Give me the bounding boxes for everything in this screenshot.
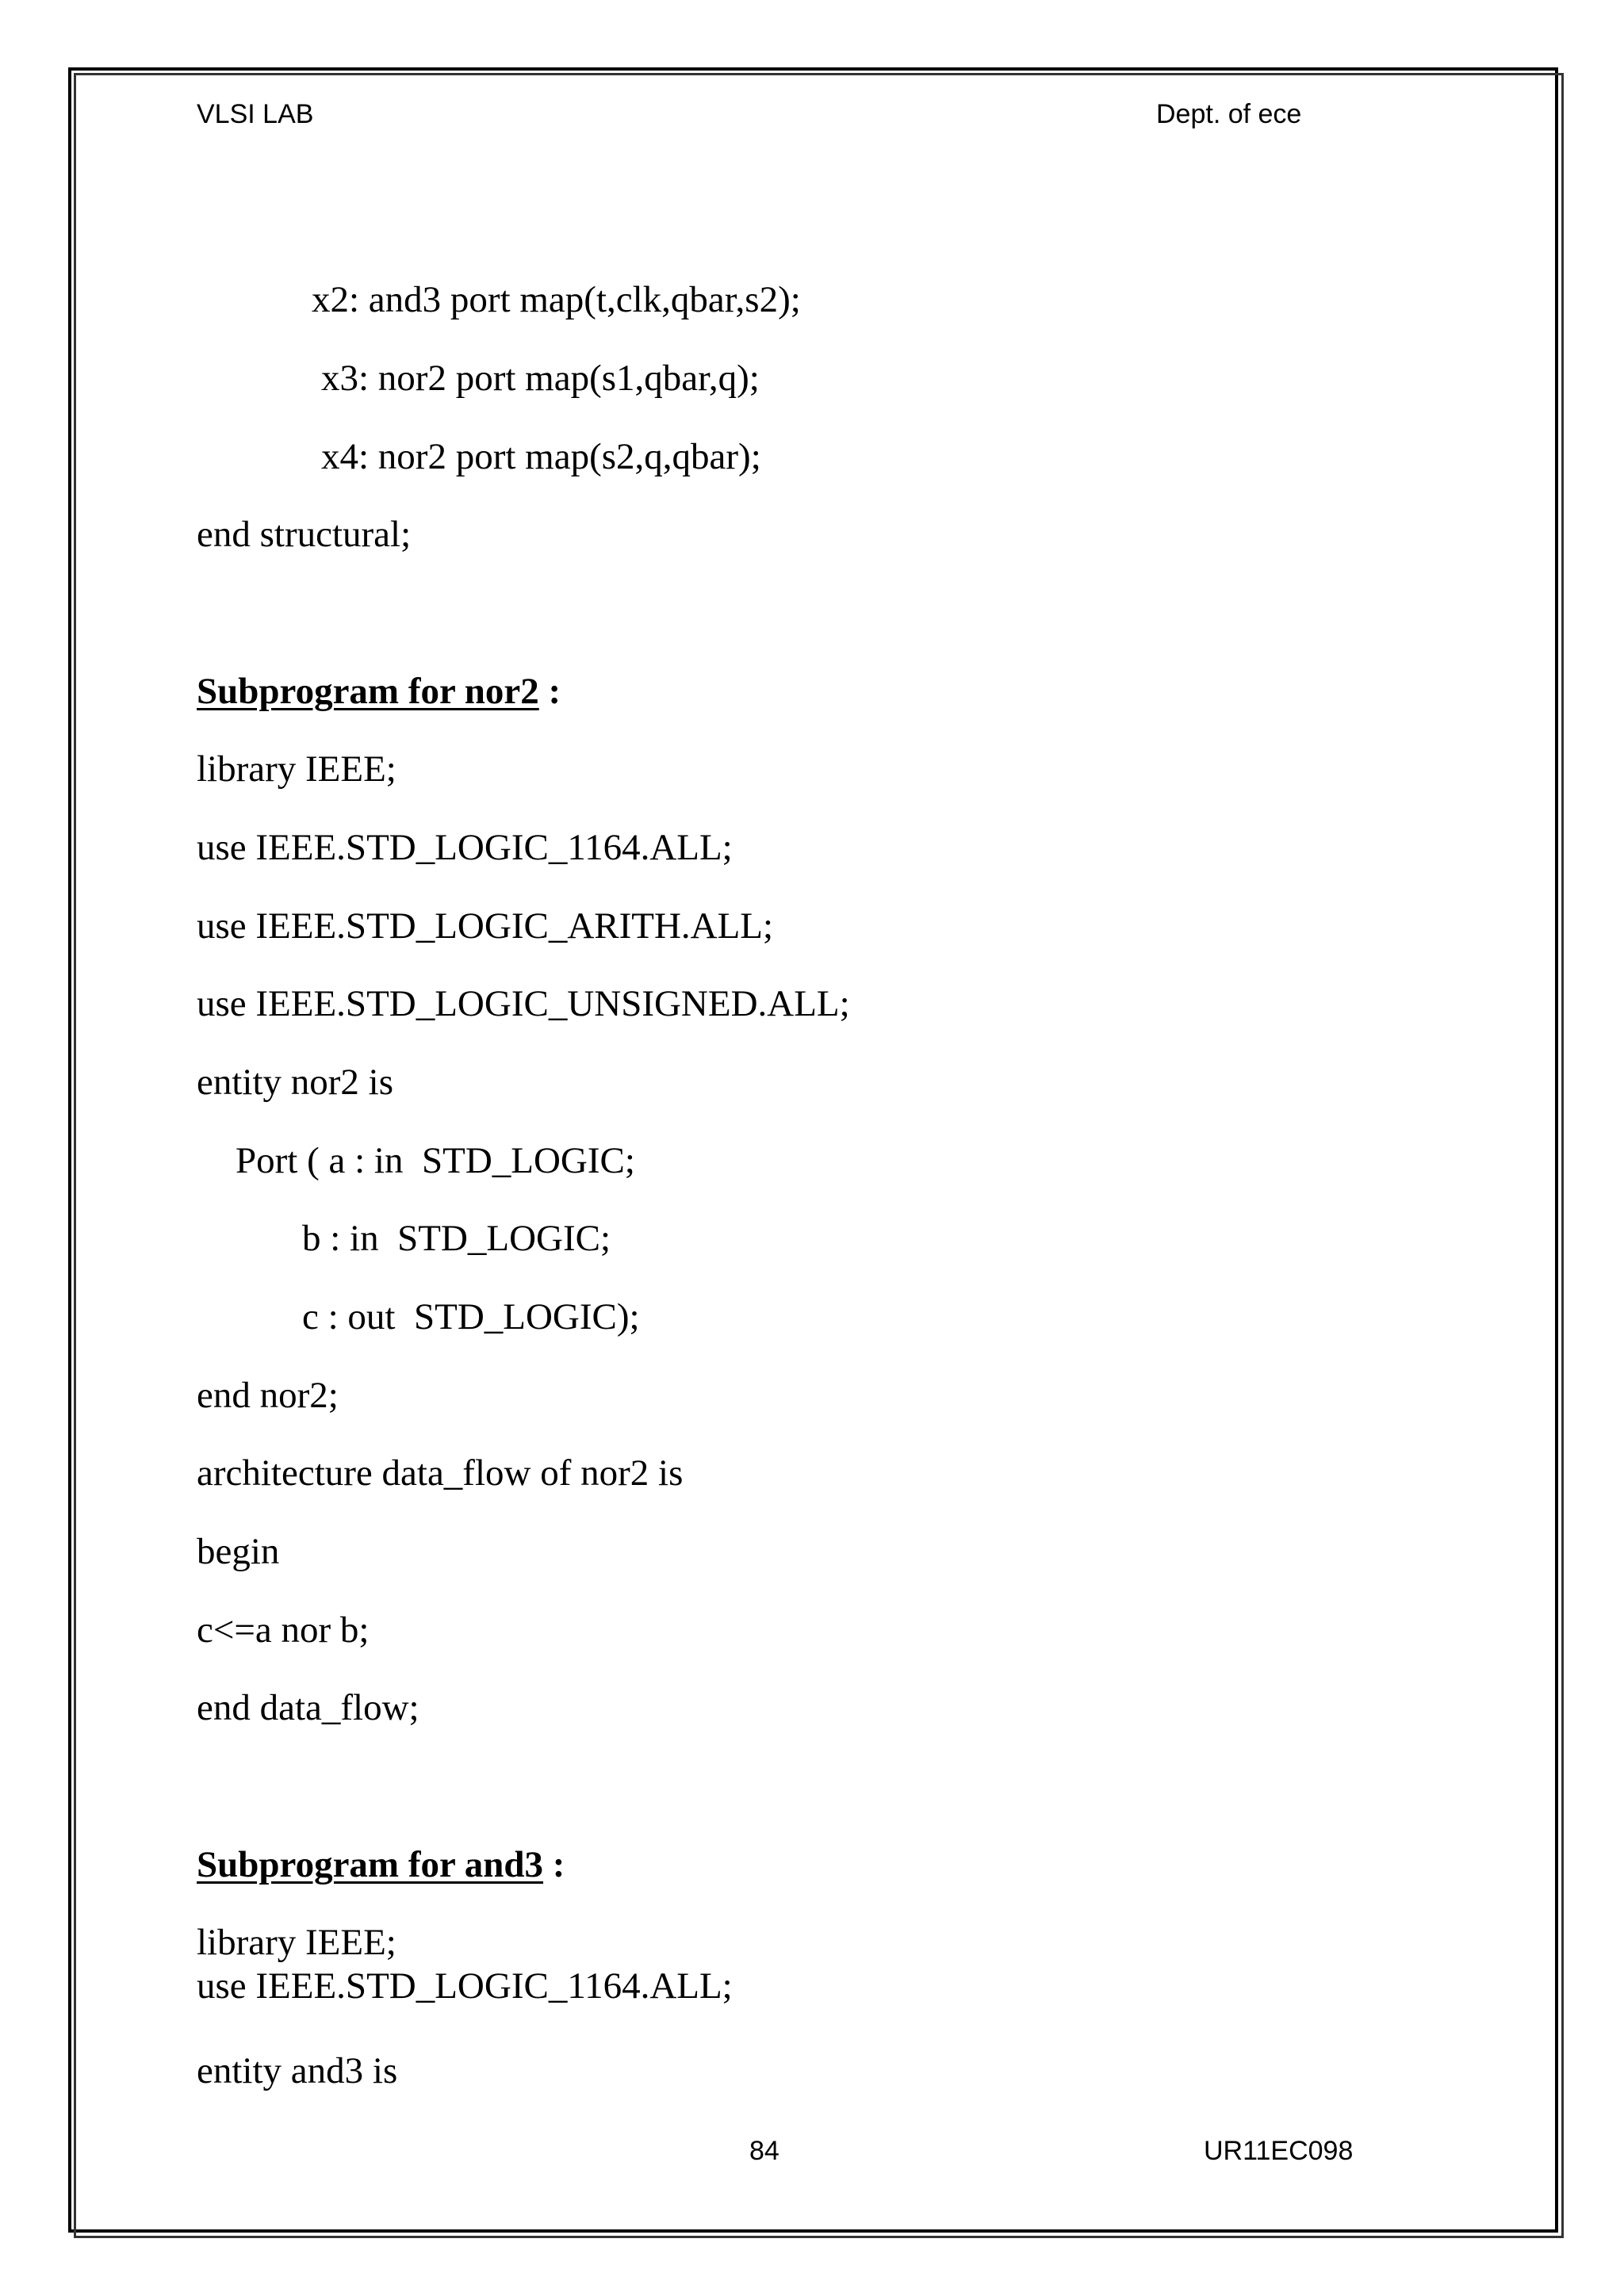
code-line: c<=a nor b; xyxy=(197,1609,370,1651)
roll-number: UR11EC098 xyxy=(1204,2136,1354,2166)
code-line: library IEEE; xyxy=(197,748,396,790)
code-line: c : out STD_LOGIC); xyxy=(302,1296,640,1337)
header-right: Dept. of ece xyxy=(1156,99,1302,129)
code-line: use IEEE.STD_LOGIC_ARITH.ALL; xyxy=(197,905,774,947)
code-line: use IEEE.STD_LOGIC_1164.ALL; xyxy=(197,1965,733,2007)
section-heading-suffix: : xyxy=(543,1844,565,1885)
code-line: x4: nor2 port map(s2,q,qbar); xyxy=(321,436,761,477)
code-line: end data_flow; xyxy=(197,1687,419,1728)
code-line: Port ( a : in STD_LOGIC; xyxy=(236,1140,635,1181)
code-line: architecture data_flow of nor2 is xyxy=(197,1452,684,1494)
header-left: VLSI LAB xyxy=(197,99,314,129)
code-line: end nor2; xyxy=(197,1375,339,1416)
section-heading-text: Subprogram for and3 xyxy=(197,1844,544,1885)
section-heading-and3 xyxy=(197,1846,565,1884)
page-number: 84 xyxy=(749,2136,779,2166)
section-heading-suffix: : xyxy=(538,671,561,712)
code-line: x2: and3 port map(t,clk,qbar,s2); xyxy=(312,279,801,320)
code-line: use IEEE.STD_LOGIC_1164.ALL; xyxy=(197,827,733,868)
code-line: end structural; xyxy=(197,514,412,555)
code-line: entity nor2 is xyxy=(197,1062,394,1103)
code-line: b : in STD_LOGIC; xyxy=(302,1218,611,1259)
section-heading-nor2 xyxy=(197,673,561,710)
code-line: x3: nor2 port map(s1,qbar,q); xyxy=(321,358,760,399)
code-line: entity and3 is xyxy=(197,2050,398,2091)
code-line: use IEEE.STD_LOGIC_UNSIGNED.ALL; xyxy=(197,983,850,1024)
code-line: begin xyxy=(197,1531,280,1572)
section-heading-text: Subprogram for nor2 xyxy=(197,671,539,712)
code-line: library IEEE; xyxy=(197,1922,396,1963)
